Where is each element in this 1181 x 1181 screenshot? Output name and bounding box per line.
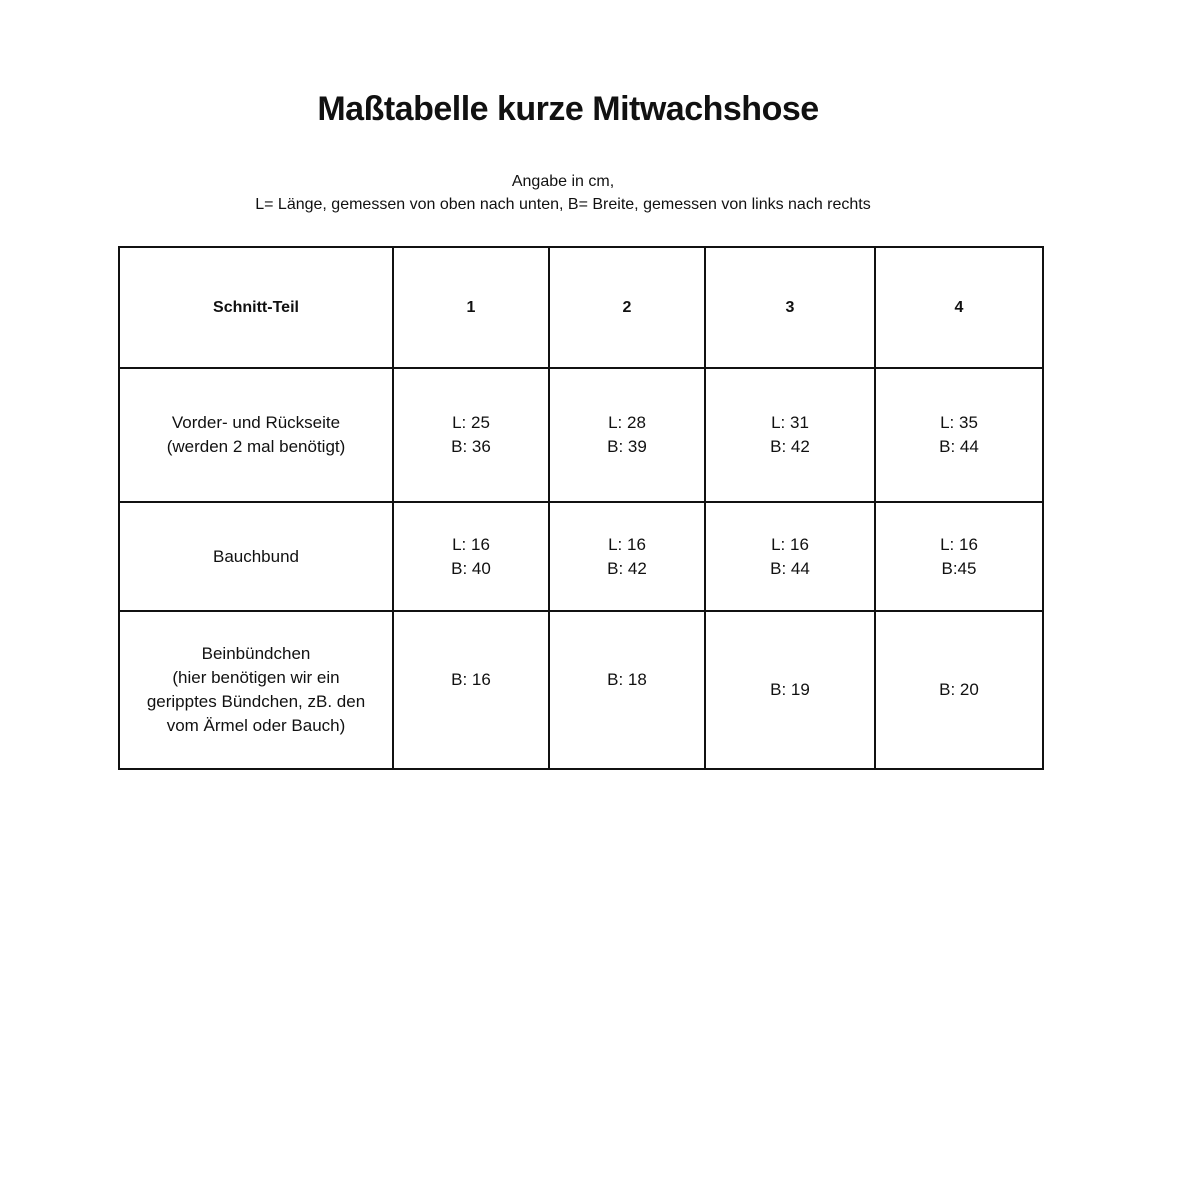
- measure-cell: [705, 611, 875, 769]
- measure-cell: [393, 611, 549, 769]
- table-row: [119, 368, 1043, 502]
- measure-cell: [549, 611, 705, 769]
- width-value: B: 40: [451, 558, 491, 578]
- table-row: [119, 502, 1043, 611]
- length-value: L: 28: [608, 413, 646, 432]
- header-cell-size-3: 3: [705, 247, 875, 368]
- width-value: B: 42: [607, 558, 647, 578]
- length-value: L: 16: [940, 534, 978, 554]
- table-header-row: [119, 247, 1043, 368]
- part-cell: [119, 368, 393, 502]
- width-value: B: 20: [939, 680, 979, 699]
- header-cell-part: Schnitt-Teil: [119, 247, 393, 368]
- measure-cell: [549, 502, 705, 611]
- part-note: (hier benötigen wir ein: [172, 668, 340, 687]
- size-table: [118, 246, 1044, 770]
- part-name: Vorder- und Rückseite: [171, 413, 341, 432]
- part-cell: [119, 502, 393, 611]
- header-cell-size-2: 2: [549, 247, 705, 368]
- subtitle: [0, 170, 1126, 216]
- measure-cell: [705, 368, 875, 502]
- measure-cell: [705, 502, 875, 611]
- width-value: B: 18: [607, 670, 647, 689]
- part-name: Bauchbund: [212, 546, 300, 566]
- width-value: B:45: [941, 558, 977, 578]
- part-note: geripptes Bündchen, zB. den: [146, 692, 366, 711]
- width-value: B: 39: [607, 437, 647, 456]
- measure-cell: [393, 502, 549, 611]
- measure-cell: [875, 502, 1043, 611]
- page-title: Maßtabelle kurze Mitwachshose: [317, 90, 819, 128]
- table-row: [119, 611, 1043, 769]
- width-value: B: 19: [770, 680, 810, 699]
- length-value: L: 16: [771, 534, 809, 554]
- width-value: B: 42: [770, 437, 810, 456]
- width-value: B: 44: [770, 558, 810, 578]
- header-cell-size-4: 4: [875, 247, 1043, 368]
- width-value: B: 36: [451, 437, 491, 456]
- length-value: L: 35: [940, 413, 978, 432]
- measure-cell: [875, 611, 1043, 769]
- measure-cell: [393, 368, 549, 502]
- subtitle-unit-note: Angabe in cm,: [511, 173, 615, 190]
- subtitle-legend: L= Länge, gemessen von oben nach unten, B= Breite, gemessen von links nach rechts: [255, 196, 871, 213]
- length-value: L: 25: [452, 413, 490, 432]
- length-value: L: 16: [608, 534, 646, 554]
- width-value: B: 44: [939, 437, 979, 456]
- width-value: B: 16: [451, 670, 491, 689]
- part-note: (werden 2 mal benötigt): [166, 437, 346, 456]
- part-name: Beinbündchen: [201, 644, 311, 663]
- measure-cell: [875, 368, 1043, 502]
- part-note: vom Ärmel oder Bauch): [166, 716, 346, 735]
- header-cell-size-1: 1: [393, 247, 549, 368]
- length-value: L: 31: [771, 413, 809, 432]
- length-value: L: 16: [452, 534, 490, 554]
- part-cell: [119, 611, 393, 769]
- measure-cell: [549, 368, 705, 502]
